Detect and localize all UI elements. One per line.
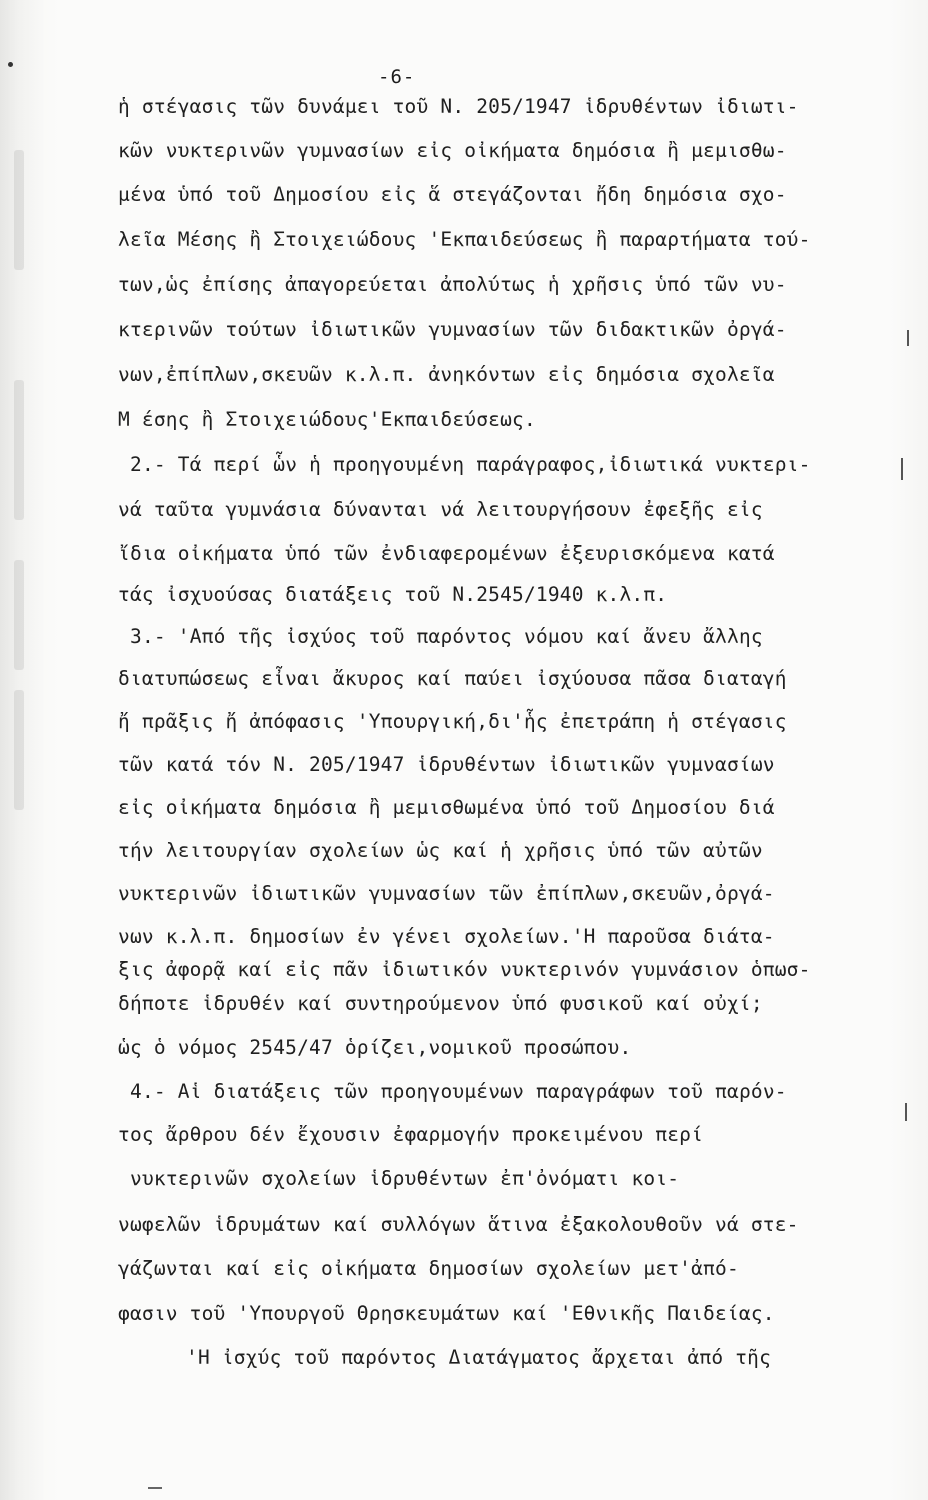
text-line: τήν λειτουργίαν σχολείων ὡς καί ἡ χρῆσις ὑπό τῶν αὐτῶν <box>118 839 763 862</box>
paragraph-3-line: 3.- 'Από τῆς ἰσχύος τοῦ παρόντος νόμου καί ἄνευ ἄλλης <box>130 625 763 648</box>
bleed-through-mark <box>14 690 24 810</box>
text-line: διατυπώσεως εἶναι ἄκυρος καί παύει ἰσχύουσα πᾶσα διαταγή <box>118 667 787 690</box>
text-line: φασιν τοῦ 'Υπουργοῦ Θρησκευμάτων καί 'Εθνικῆς Παιδείας. <box>118 1302 775 1325</box>
text-line: γάζωνται καί εἰς οἰκήματα δημοσίων σχολείων μετ'ἀπό- <box>118 1257 739 1280</box>
text-line: κτερινῶν τούτων ἰδιωτικῶν γυμνασίων τῶν διδακτικῶν ὀργά- <box>118 318 787 341</box>
text-line: ἤ πρᾶξις ἤ ἀπόφασις 'Υπουργική,δι'ἧς ἐπετράπη ἡ στέγασις <box>118 710 787 733</box>
text-line: τῶν κατά τόν Ν. 205/1947 ἱδρυθέντων ἰδιωτικῶν γυμνασίων <box>118 753 775 776</box>
text-line: λεῖα Μέσης ἢ Στοιχειώδους 'Εκπαιδεύσεως ἢ παραρτήματα τού- <box>118 228 811 251</box>
text-line: ξις ἀφορᾷ καί εἰς πᾶν ἰδιωτικόν νυκτερινόν γυμνάσιον ὁπωσ- <box>118 958 811 981</box>
text-line: ἡ στέγασις τῶν δυνάμει τοῦ Ν. 205/1947 ἱδρυθέντων ἰδιωτι- <box>118 95 799 118</box>
closing-paragraph-line: 'Η ἰσχύς τοῦ παρόντος Διατάγματος ἄρχεται ἀπό τῆς <box>186 1346 772 1369</box>
footer-dash-mark <box>148 1487 162 1489</box>
margin-tick-mark <box>907 330 909 346</box>
text-line: εἰς οἰκήματα δημόσια ἢ μεμισθωμένα ὑπό τοῦ Δημοσίου διά <box>118 796 775 819</box>
text-line: κῶν νυκτερινῶν γυμνασίων εἰς οἰκήματα δημόσια ἢ μεμισθω- <box>118 139 787 162</box>
bleed-through-mark <box>14 150 24 270</box>
text-line: τάς ἰσχυούσας διατάξεις τοῦ Ν.2545/1940 κ.λ.π. <box>118 583 668 606</box>
text-line: νυκτερινῶν ἰδιωτικῶν γυμνασίων τῶν ἐπίπλων,σκευῶν,ὀργά- <box>118 882 775 905</box>
text-line: νων,ἐπίπλων,σκευῶν κ.λ.π. ἀνηκόντων εἰς δημόσια σχολεῖα <box>118 363 775 386</box>
text-line: δήποτε ἱδρυθέν καί συντηρούμενον ὑπό φυσικοῦ καί οὐχί; <box>118 992 763 1015</box>
margin-dot <box>8 62 13 67</box>
page-number: -6- <box>378 66 416 88</box>
bleed-through-margin <box>0 0 46 1500</box>
paragraph-4-line: 4.- Αἱ διατάξεις τῶν προηγουμένων παραγράφων τοῦ παρόν- <box>130 1080 787 1103</box>
text-line: Μ έσης ἢ Στοιχειώδους'Εκπαιδεύσεως. <box>118 408 536 431</box>
paragraph-2-line: 2.- Τά περί ὧν ἡ προηγουμένη παράγραφος,ἰδιωτικά νυκτερι- <box>130 453 811 476</box>
text-line: νωφελῶν ἱδρυμάτων καί συλλόγων ἅτινα ἐξακολουθοῦν νά στε- <box>118 1213 799 1236</box>
text-line: ὡς ὁ νόμος 2545/47 ὁρίζει,νομικοῦ προσώπου. <box>118 1036 632 1059</box>
margin-tick-mark <box>901 458 903 480</box>
text-line: νά ταῦτα γυμνάσια δύνανται νά λειτουργήσουν ἐφεξῆς εἰς <box>118 498 763 521</box>
text-line: ἴδια οἰκήματα ὑπό τῶν ἐνδιαφερομένων ἐξευρισκόμενα κατά <box>118 542 775 565</box>
text-line: των,ὡς ἐπίσης ἀπαγορεύεται ἀπολύτως ἡ χρῆσις ὑπό τῶν νυ- <box>118 273 787 296</box>
text-line: νυκτερινῶν σχολείων ἱδρυθέντων ἐπ'ὀνόματι κοι- <box>130 1167 680 1190</box>
margin-tick-mark <box>905 1103 907 1121</box>
bleed-through-mark <box>14 380 24 520</box>
text-line: τος ἄρθρου δέν ἔχουσιν ἐφαρμογήν προκειμένου περί <box>118 1123 704 1146</box>
bleed-through-mark <box>14 560 24 670</box>
text-line: μένα ὑπό τοῦ Δημοσίου εἰς ἅ στεγάζονται ἤδη δημόσια σχο- <box>118 183 787 206</box>
text-line: νων κ.λ.π. δημοσίων ἐν γένει σχολείων.'Η παροῦσα διάτα- <box>118 925 775 948</box>
